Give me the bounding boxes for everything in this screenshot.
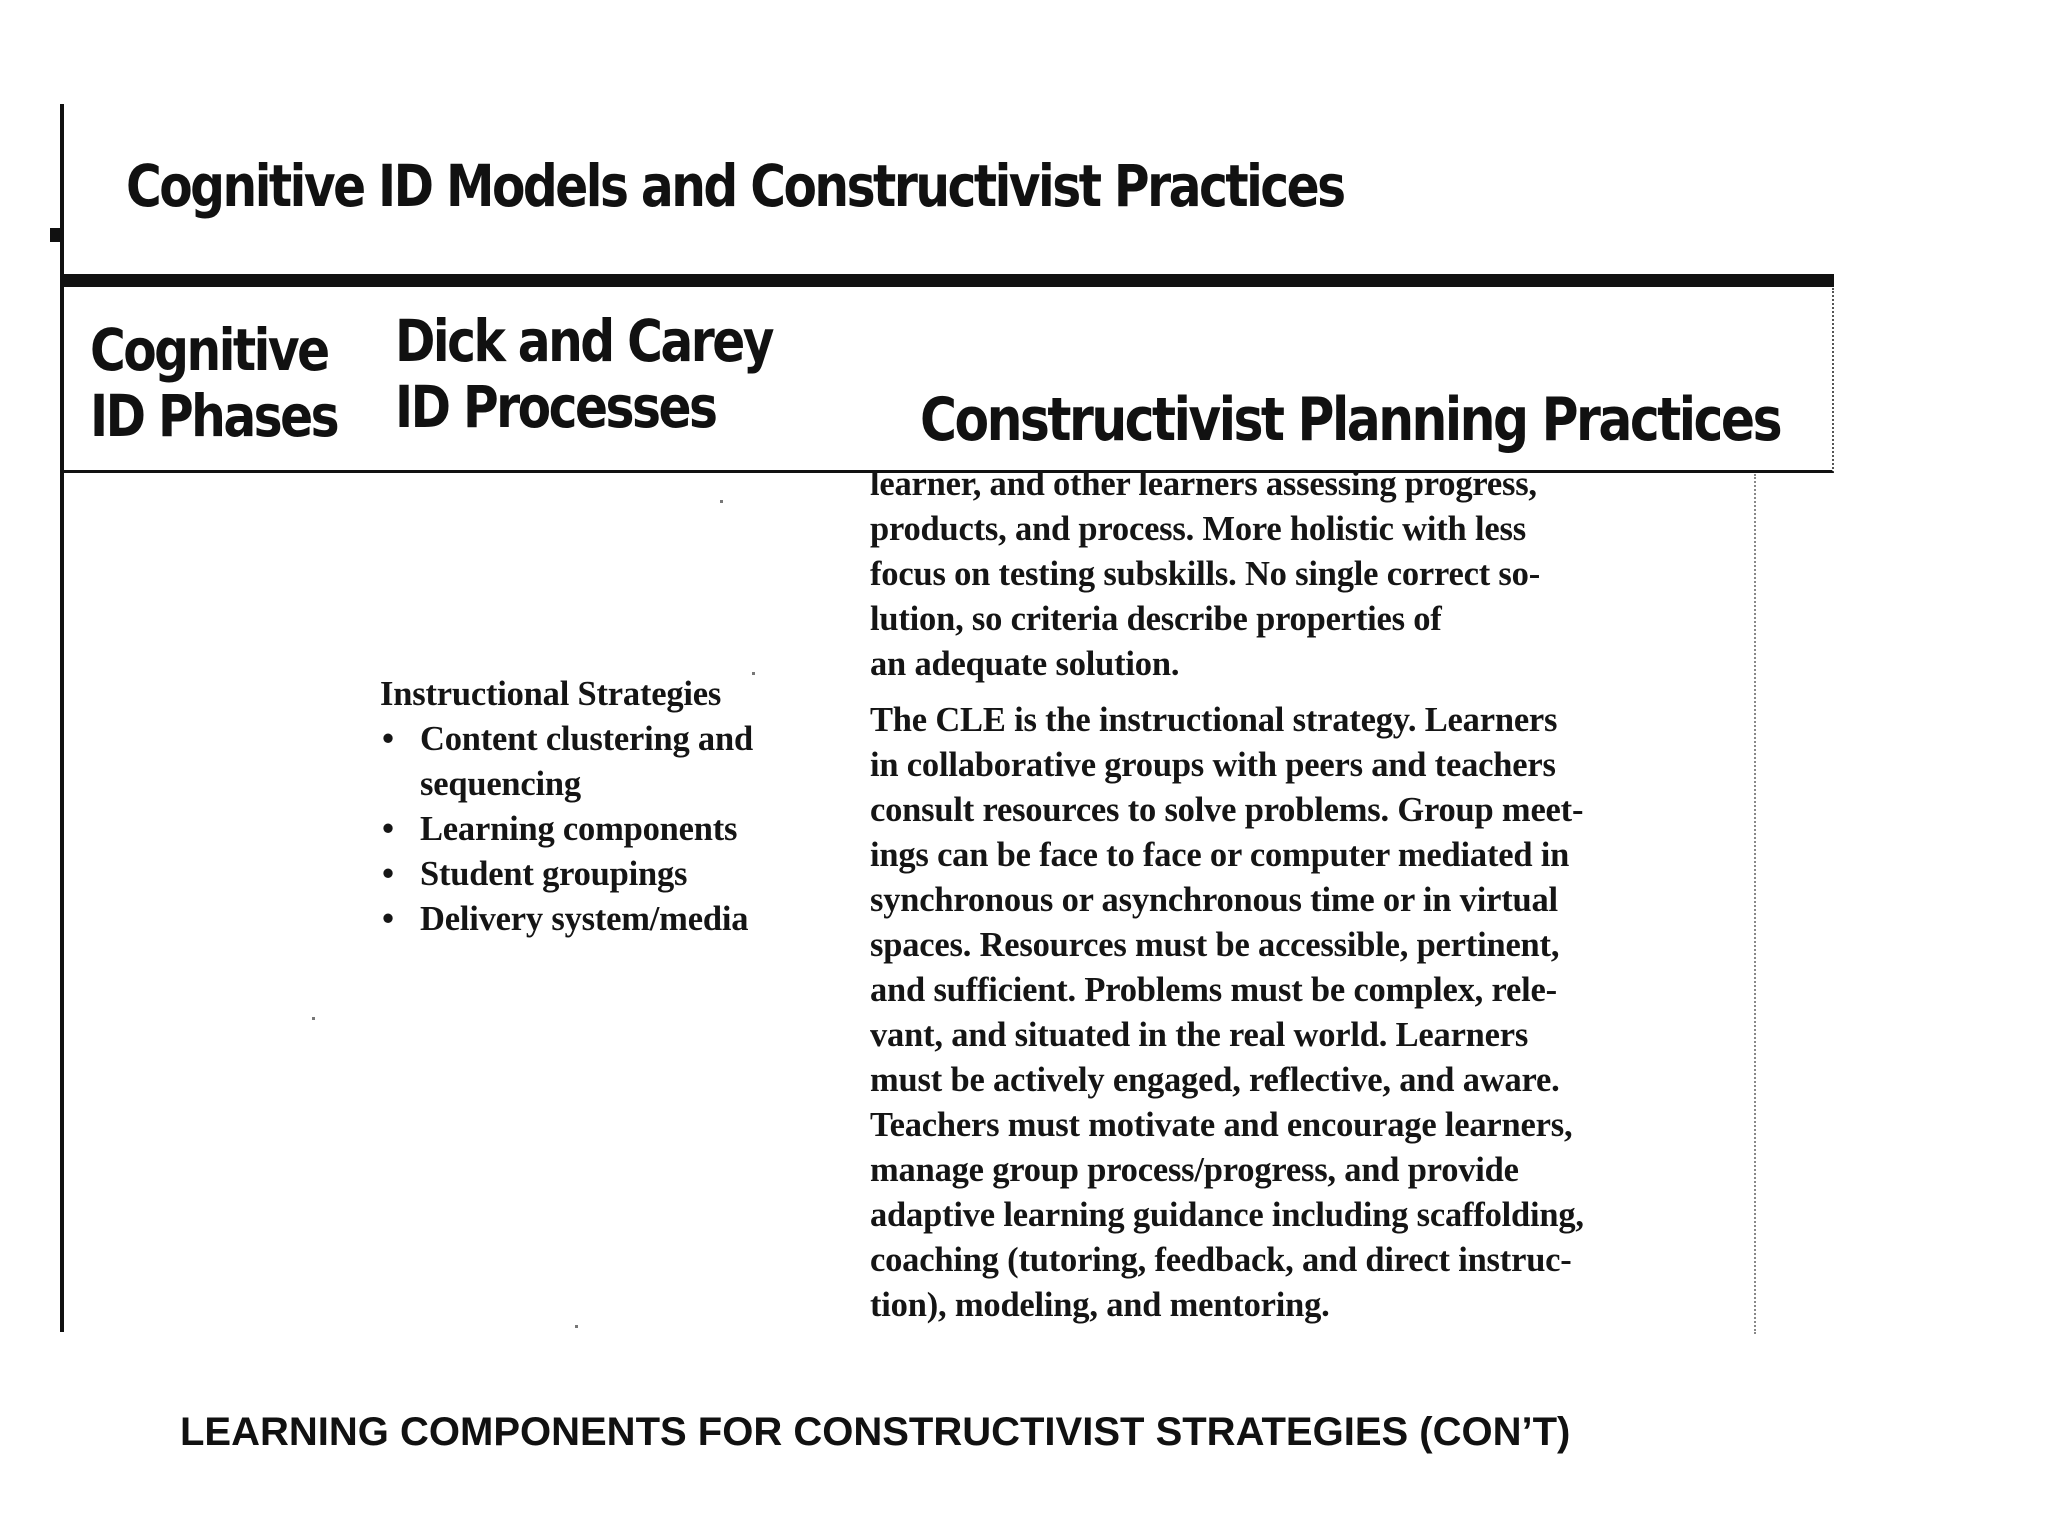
column-header-line: Cognitive bbox=[90, 316, 328, 384]
processes-list bbox=[380, 717, 840, 942]
column-header-line: Dick and Carey bbox=[395, 307, 772, 375]
scan-speck bbox=[575, 1325, 578, 1328]
processes-cell bbox=[380, 672, 840, 942]
list-item: • Content clustering and sequencing bbox=[380, 717, 840, 807]
slide-caption: LEARNING COMPONENTS FOR CONSTRUCTIVIST STRATEGIES (CON’T) bbox=[180, 1410, 1571, 1454]
scanned-table-image bbox=[60, 100, 1840, 1340]
column-header-line: ID Processes bbox=[395, 373, 716, 441]
scan-speck bbox=[752, 672, 755, 675]
column-header-constructivist-practices: Constructivist Planning Practices bbox=[920, 385, 1781, 455]
figure-title: Cognitive ID Models and Constructivist Practices bbox=[126, 152, 1344, 220]
title-divider-rule bbox=[64, 274, 1834, 287]
left-border-mark bbox=[50, 228, 64, 242]
practice-continued-text: learner, and other learners assessing progress, products, and process. More holistic with less focus on testing subskills. No single correct so- lution, so criteria describe properties of an adequate solution. bbox=[870, 465, 1540, 683]
list-item: • Delivery system/media bbox=[380, 897, 840, 942]
column-header-cognitive-id-phases bbox=[90, 317, 337, 449]
processes-heading: Instructional Strategies bbox=[380, 675, 722, 713]
list-item: • Learning components bbox=[380, 807, 840, 852]
practice-strategy-text: The CLE is the instructional strategy. Learners in collaborative groups with peers and teachers consult resources to solve problems. Group meet- ings can be face to face or computer mediated in synchronous or asynchronous time or in virtual spaces. Resources must be accessible, pertinent, and sufficient. Problems must be complex, rele- vant, and situated in the real world. Learners must be actively engaged, reflective, and aware. Teachers must motivate and encourage learners, manage group process/progress, and provide adaptive learning guidance including scaffolding, coaching (tutoring, feedback, and direct instruc- tion), modeling, and mentoring. bbox=[870, 701, 1584, 1324]
column-header-dick-and-carey-processes bbox=[395, 308, 772, 440]
scan-speck bbox=[720, 500, 723, 503]
scan-speck bbox=[312, 1017, 315, 1020]
list-item: • Student groupings bbox=[380, 852, 840, 897]
column-header-line: ID Phases bbox=[90, 382, 338, 450]
